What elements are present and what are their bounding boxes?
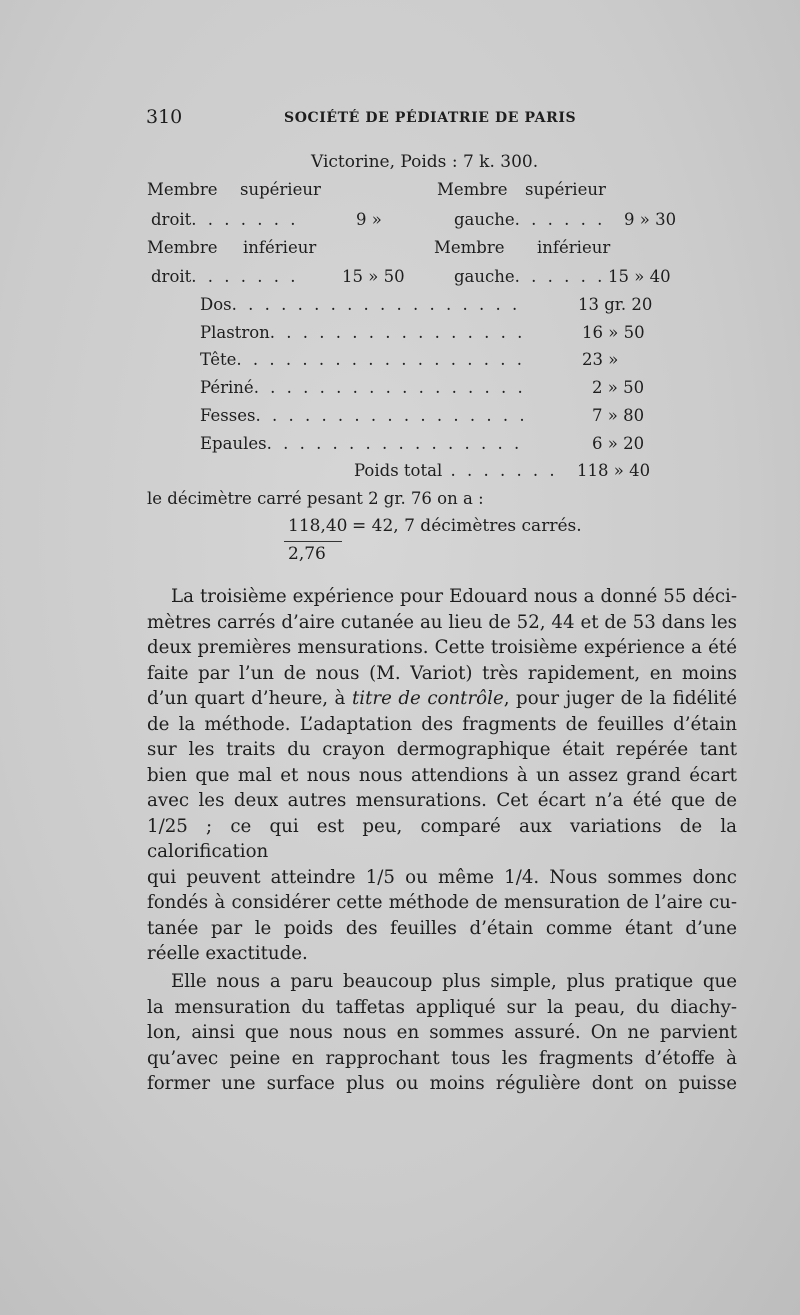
italic-phrase: titre de contrôle — [351, 688, 504, 709]
mi-right-label-1: Membre — [434, 238, 505, 257]
total-label: Poids total . . . . . . . — [354, 461, 558, 480]
leader-dots: . . . . . . — [514, 210, 606, 229]
text-line: d’un quart d’heure, à titre de contrôle, pour juger de la fidélité — [147, 688, 737, 709]
table-row: Plastron. . . . . . . . . . . . . . . . — [200, 323, 526, 342]
leader-dots: . . . . . . . — [191, 267, 299, 286]
text-line: La troisième expérience pour Edouard nous a donné 55 déci- — [171, 586, 737, 607]
ms-right-name: gauche. . . . . . — [454, 210, 606, 229]
ms-right-label-1: Membre — [437, 180, 508, 199]
calc-intro: le décimètre carré pesant 2 gr. 76 on a : — [147, 489, 484, 508]
mi-right-name: gauche. . . . . . — [454, 267, 606, 286]
ms-right-value: 9 » 30 — [624, 210, 677, 229]
leader-dots: . . . . . . . — [191, 210, 299, 229]
fraction-bar — [284, 541, 342, 542]
text-line: réelle exactitude. — [147, 943, 308, 964]
text-line: de la méthode. L’adaptation des fragments de feuilles d’étain — [147, 713, 737, 735]
paragraph-1 — [147, 584, 737, 967]
text-line: former une surface plus ou moins régulière dont on puisse — [147, 1073, 737, 1094]
calc-result: = 42, 7 décimètres carrés. — [352, 516, 582, 536]
table-row: Tête. . . . . . . . . . . . . . . . . . — [200, 350, 525, 369]
text-line: la mensuration du taffetas appliqué sur la peau, du diachy- — [147, 996, 737, 1018]
text-line: Elle nous a paru beaucoup plus simple, plus pratique que — [171, 971, 737, 992]
running-head: SOCIÉTÉ DE PÉDIATRIE DE PARIS — [284, 110, 577, 126]
text-line: faite par l’un de nous (M. Variot) très rapidement, en moins — [147, 662, 737, 684]
text-line: mètres carrés d’aire cutanée au lieu de 52, 44 et de 53 dans les — [147, 611, 737, 633]
fraction-denominator: 2,76 — [288, 544, 326, 564]
text-line: deux premières mensurations. Cette troisième expérience a été — [147, 637, 737, 658]
text-line: avec les deux autres mensurations. Cet écart n’a été que de — [147, 790, 737, 811]
text-line: bien que mal et nous nous attendions à un assez grand écart — [147, 764, 737, 786]
paragraph-2 — [147, 969, 737, 1097]
mi-left-value: 15 » 50 — [342, 267, 405, 286]
table-row: Périné. . . . . . . . . . . . . . . . . — [200, 378, 526, 397]
table-row: Epaules. . . . . . . . . . . . . . . . — [200, 434, 523, 453]
row-value: 16 » 50 — [582, 323, 645, 342]
mi-right-label-2: inférieur — [537, 238, 611, 257]
table-caption: Victorine, Poids : 7 k. 300. — [311, 152, 539, 172]
ms-left-label-2: supérieur — [240, 180, 321, 199]
text-line: sur les traits du crayon dermographique était repérée tant — [147, 739, 737, 760]
ms-left-label-1: Membre — [147, 180, 218, 199]
text-line: fondés à considérer cette méthode de mensuration de l’aire cu- — [147, 892, 737, 913]
mi-right-value: 15 » 40 — [608, 267, 671, 286]
total-value: 118 » 40 — [577, 461, 651, 480]
ms-right-label-2: supérieur — [525, 180, 606, 199]
mi-left-label-2: inférieur — [243, 238, 317, 257]
ms-left-value: 9 » — [356, 210, 382, 229]
text-line: qui peuvent atteindre 1/5 ou même 1/4. Nous sommes donc — [147, 866, 737, 888]
row-value: 13 gr. 20 — [578, 295, 653, 314]
row-value: 2 » 50 — [592, 378, 645, 397]
leader-dots: . . . . . . — [514, 267, 606, 286]
table-row: Fesses. . . . . . . . . . . . . . . . . — [200, 406, 528, 425]
text-line: tanée par le poids des feuilles d’étain comme étant d’une — [147, 917, 737, 939]
row-value: 23 » — [582, 350, 619, 369]
ms-left-name: droit. . . . . . . — [151, 210, 299, 229]
fraction-numerator: 118,40 — [288, 516, 348, 536]
mi-left-label-1: Membre — [147, 238, 218, 257]
text-line: 1/25 ; ce qui est peu, comparé aux variations de la calorification — [147, 815, 737, 862]
text-line: qu’avec peine en rapprochant tous les fragments d’étoffe à — [147, 1047, 737, 1069]
table-row: Dos. . . . . . . . . . . . . . . . . . — [200, 295, 521, 314]
mi-left-name: droit. . . . . . . — [151, 267, 299, 286]
page-number: 310 — [146, 106, 183, 128]
row-value: 7 » 80 — [592, 406, 645, 425]
text-line: lon, ainsi que nous nous en sommes assuré. On ne parvient — [147, 1022, 737, 1043]
row-value: 6 » 20 — [592, 434, 645, 453]
